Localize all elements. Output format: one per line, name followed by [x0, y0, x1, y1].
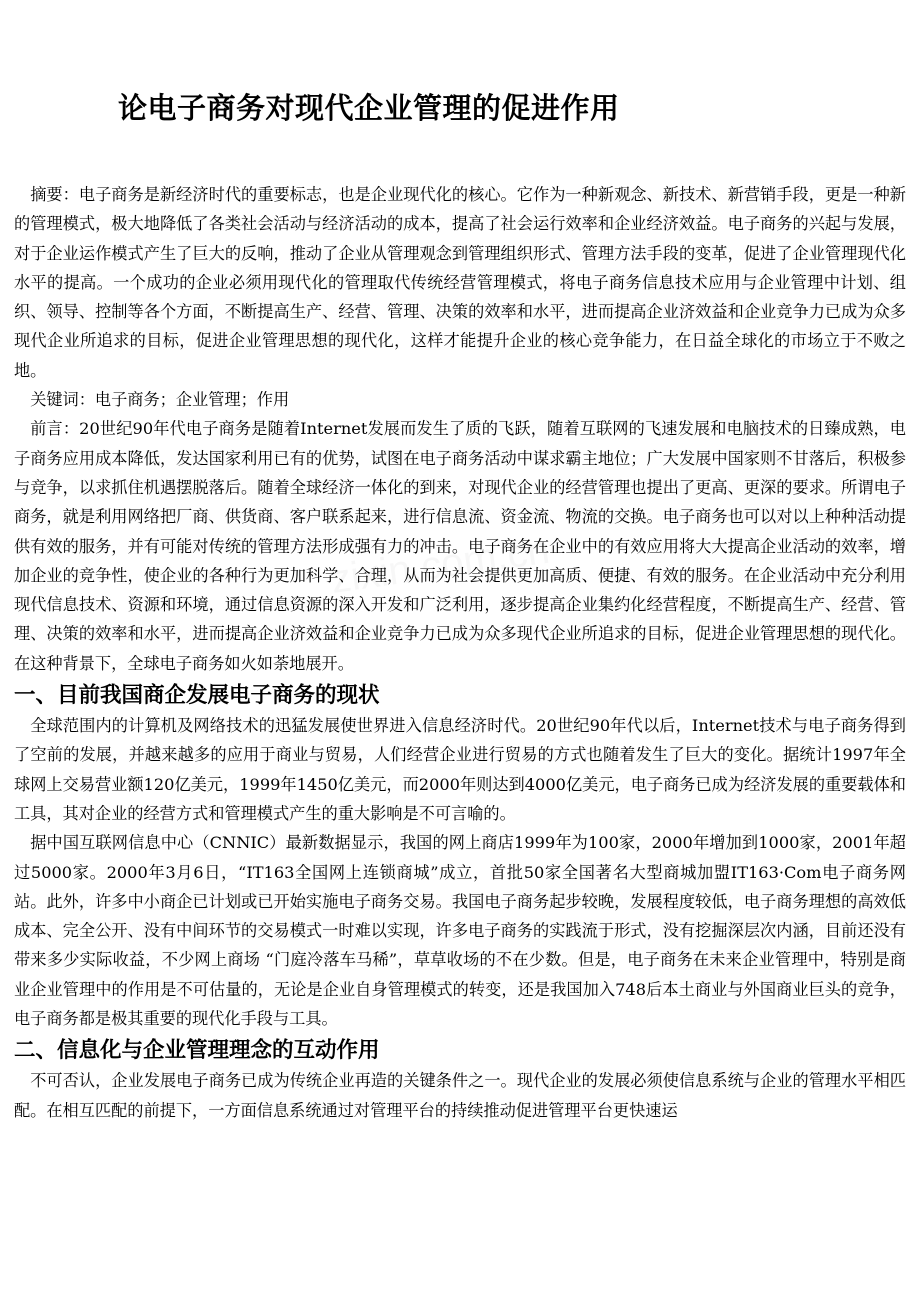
- document-title: 论电子商务对现代企业管理的促进作用: [118, 91, 620, 125]
- keywords-paragraph: 关键词：电子商务；企业管理；作用: [30, 390, 290, 410]
- section2-paragraph-1: 不可否认，企业发展电子商务已成为传统企业再造的关键条件之一。现代企业的发展必须使信息系统与企业的管理水平相匹配。在相互匹配的前提下，一方面信息系统通过对管理平台的持续推动促进管理平台更快速运: [14, 1071, 906, 1120]
- abstract-paragraph: 摘要：电子商务是新经济时代的重要标志，也是企业现代化的核心。它作为一种新观念、新技术、新营销手段，更是一种新的管理模式，极大地降低了各类社会活动与经济活动的成本，提高了社会运行效率和企业经济效益。电子商务的兴起与发展，对于企业运作模式产生了巨大的反响，推动了企业从管理观念到管理组织形式、管理方法手段的变革，促进了企业管理现代化水平的提高。一个成功的企业必须用现代化的管理取代传统经营管理模式，将电子商务信息技术应用与企业管理中计划、组织、领导、控制等各个方面，不断提高生产、经营、管理、决策的效率和水平，进而提高企业济效益和企业竞争力已成为众多现代企业所追求的目标，促进企业管理思想的现代化，这样才能提升企业的核心竞争能力，在日益全球化的市场立于不败之地。: [14, 185, 906, 380]
- preface-paragraph: 前言：20世纪90年代电子商务是随着Internet发展而发生了质的飞跃，随着互联网的飞速发展和电脑技术的日臻成熟，电子商务应用成本降低，发达国家利用已有的优势，试图在电子商务活动中谋求霸主地位；广大发展中国家则不甘落后，积极参与竞争，以求抓住机遇摆脱落后。随着全球经济一体化的到来，对现代企业的经营管理也提出了更高、更深的要求。所谓电子商务，就是利用网络把厂商、供货商、客户联系起来，进行信息流、资金流、物流的交换。电子商务也可以对以上种种活动提供有效的服务，并有可能对传统的管理方法形成强有力的冲击。电子商务在企业中的有效应用将大大提高企业活动的效率，增加企业的竞争性，使企业的各种行为更加科学、合理，从而为社会提供更加高质、便捷、有效的服务。在企业活动中充分利用现代信息技术、资源和环境，通过信息资源的深入开发和广泛利用，逐步提高企业集约化经营程度，不断提高生产、经营、管理、决策的效率和水平，进而提高企业济效益和企业竞争力已成为众多现代企业所追求的目标，促进企业管理思想的现代化。在这种背景下，全球电子商务如火如荼地展开。: [14, 419, 906, 673]
- section-heading-2: 二、信息化与企业管理理念的互动作用: [14, 1038, 380, 1064]
- section1-paragraph-1: 全球范围内的计算机及网络技术的迅猛发展使世界进入信息经济时代。20世纪90年代以后，Internet技术与电子商务得到了空前的发展，并越来越多的应用于商业与贸易，人们经营企业进行贸易的方式也随着发生了巨大的变化。据统计1997年全球网上交易营业额120亿美元，1999年1450亿美元，而2000年则达到4000亿美元，电子商务已成为经济发展的重要载体和工具，其对企业的经营方式和管理模式产生的重大影响是不可言喻的。: [14, 716, 906, 823]
- watermark: zixin.com.cn: [328, 527, 553, 602]
- document-body: [14, 180, 906, 1125]
- section1-paragraph-2: 据中国互联网信息中心（CNNIC）最新数据显示，我国的网上商店1999年为100家，2000年增加到1000家，2001年超过5000家。2000年3月6日，“IT163全国网上连锁商城”成立，首批50家全国著名大型商城加盟IT163·Com电子商务网站。此外，许多中小商企已计划或已开始实施电子商务交易。我国电子商务起步较晚，发展程度较低，电子商务理想的高效低成本、完全公开、没有中间环节的交易模式一时难以实现，许多电子商务的实践流于形式，没有挖掘深层次内涵，目前还没有带来多少实际收益，不少网上商场 “门庭冷落车马稀”，草草收场的不在少数。但是，电子商务在未来企业管理中，特别是商业企业管理中的作用是不可估量的，无论是企业自身管理模式的转变，还是我国加入748后本土商业与外国商业巨头的竞争，电子商务都是极其重要的现代化手段与工具。: [14, 833, 906, 1029]
- section-heading-1: 一、目前我国商企发展电子商务的现状: [14, 683, 380, 709]
